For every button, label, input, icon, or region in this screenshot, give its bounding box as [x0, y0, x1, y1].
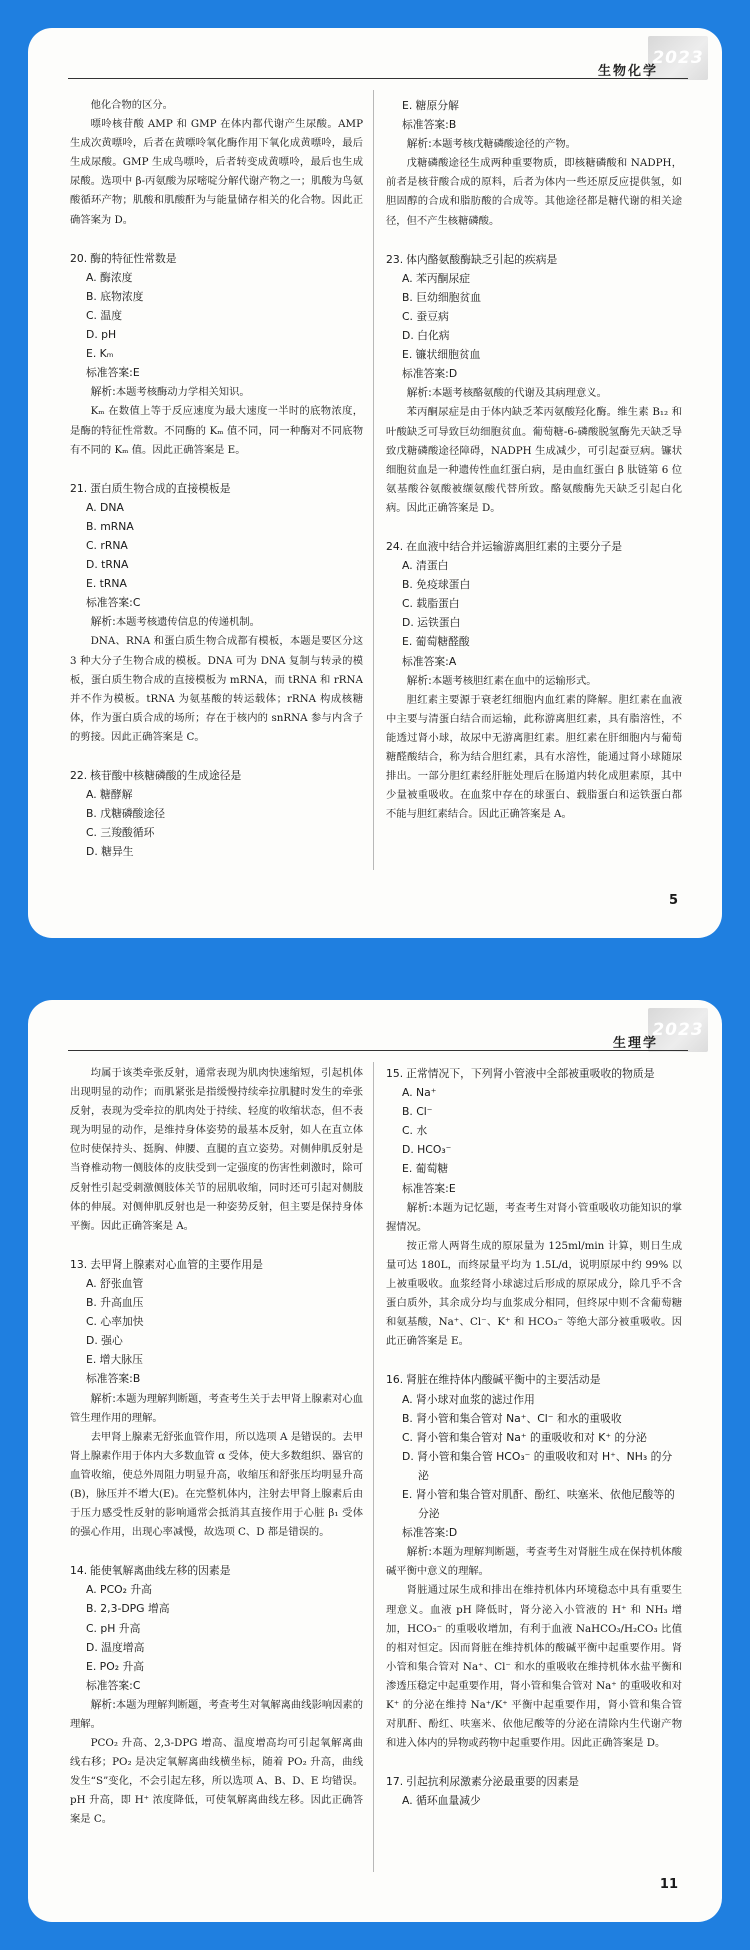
right-column — [386, 1064, 682, 1810]
answer-option: C. 三羧酸循环 — [86, 826, 155, 840]
answer-option: C. 水 — [402, 1124, 428, 1138]
answer-option: D. 肾小管和集合管 HCO₃⁻ 的重吸收和对 H⁺、NH₃ 的分泌 — [402, 1449, 673, 1482]
left-column — [70, 96, 363, 861]
analysis-paragraph: Kₘ 在数值上等于反应速度为最大速度一半时的底物浓度，是酶的特征性常数。不同酶的 Kₘ 值不同，同一种酶对不同底物有不同的 Kₘ 值。因此正确答案是 E。 — [70, 405, 363, 456]
answer-option: D. 强心 — [86, 1334, 123, 1348]
answer-option: A. 酶浓度 — [86, 270, 133, 284]
analysis-body: 本题为理解判断题，考查考生关于去甲肾上腺素对心血管生理作用的理解。 — [70, 1392, 364, 1424]
question-number: 13. — [70, 1257, 88, 1271]
question-stem: 在血液中结合并运输游离胆红素的主要分子是 — [406, 539, 623, 553]
analysis-text — [70, 1695, 363, 1734]
standard-answer: 标准答案:B — [402, 118, 457, 132]
analysis-label: 解析: — [406, 386, 432, 400]
header-rule — [68, 78, 688, 79]
answer-option: E. Kₘ — [86, 347, 114, 361]
analysis-text — [70, 612, 363, 632]
analysis-body: 本题考核戊糖磷酸途径的产物。 — [431, 138, 576, 151]
answer-option: D. pH — [86, 328, 117, 342]
answer-option: B. mRNA — [86, 519, 134, 533]
analysis-label: 解析: — [406, 673, 432, 687]
answer-option: B. 免疫球蛋白 — [402, 578, 471, 592]
analysis-body: 本题考核胆红素在血中的运输形式。 — [431, 674, 597, 687]
analysis-label: 解析: — [406, 1200, 433, 1214]
year-watermark: 2023 — [648, 36, 708, 80]
answer-option: C. 心率加快 — [86, 1315, 144, 1329]
continued-explanation: 他化合物的区分。 — [90, 99, 173, 111]
standard-answer: 标准答案:B — [86, 1372, 141, 1386]
answer-option: A. PCO₂ 升高 — [86, 1583, 152, 1597]
question-title — [70, 1561, 363, 1580]
left-column — [70, 1064, 363, 1830]
question-24 — [386, 537, 682, 824]
answer-option: B. 2,3-DPG 增高 — [86, 1602, 170, 1616]
question-stem: 去甲肾上腺素对心血管的主要作用是 — [90, 1257, 263, 1271]
question-17 — [386, 1772, 682, 1810]
standard-answer: 标准答案:C — [86, 596, 141, 610]
analysis-paragraph: 胆红素主要源于衰老红细胞内血红素的降解。胆红素在血液中主要与清蛋白结合而运输，此称游离胆红素，具有脂溶性，不能透过肾小球，故尿中无游离胆红素。胆红素在肝细胞内与葡萄糖醛酸结合，称为结合胆红素，具有水溶性，能通过肾小球随尿排出。一部分胆红素经肝脏处理后在肠道内转化成胆素原，其中少量被重吸收。在血浆中存在的球蛋白、载脂蛋白和运铁蛋白都不能与胆红素结合。因此正确答案是 A。 — [386, 693, 682, 821]
page-number: 5 — [668, 893, 678, 908]
page-number: 11 — [659, 1877, 678, 1892]
question-stem: 酶的特征性常数是 — [90, 251, 177, 265]
answer-option: C. 温度 — [86, 308, 122, 322]
analysis-paragraph: 肾脏通过尿生成和排出在维持机体内环境稳态中具有重要生理意义。血液 pH 降低时，肾分泌入小管液的 H⁺ 和 NH₃ 增加，HCO₃⁻ 的重吸收增加，有利于血液 NaHCO₃/H₂CO₃ 比值的相对恒定。因而肾脏在维持机体的酸碱平衡中起重要作用。肾小管和集合管对 Na⁺、Cl⁻ 和水的重吸收在维持机体水盐平衡和渗透压稳定中起重要作用，肾小管和集合管对 Na⁺ 的重吸收和对 K⁺ 的分泌在维持 Na⁺/K⁺ 平衡中起重要作用，肾小管和集合管对肌酐、酚红、呋塞米、依他尼酸等的分泌在清除内生代谢产物和进入体内的异物或药物中起重要作用。因此正确答案是 D。 — [386, 1584, 682, 1750]
answer-option: A. DNA — [86, 500, 124, 514]
answer-option: A. 舒张血管 — [86, 1276, 144, 1290]
continued-explanation: 嘌呤核苷酸 AMP 和 GMP 在体内都代谢产生尿酸。AMP 生成次黄嘌呤，后者在黄嘌呤氧化酶作用下氧化成黄嘌呤，最后生成尿酸。GMP 生成鸟嘌呤，后者转变成黄嘌呤，最后也生成尿酸。选项中 β-丙氨酸为尿嘧啶分解代谢产物之一；肌酸为鸟氨酸循环产物；肌酸和肌酸酐为与能量储存相关的化合物。因此正确答案为 D。 — [70, 118, 363, 226]
answer-option: E. 肾小管和集合管对肌酐、酚红、呋塞米、依他尼酸等的分泌 — [402, 1487, 675, 1521]
answer-option: D. 温度增高 — [86, 1640, 145, 1654]
answer-option: D. HCO₃⁻ — [402, 1143, 452, 1157]
standard-answer: 标准答案:E — [86, 366, 140, 380]
standard-answer: 标准答案:D — [402, 367, 458, 381]
answer-option: D. 白化病 — [402, 329, 450, 343]
question-number: 15. — [386, 1067, 404, 1080]
question-13 — [70, 1255, 363, 1542]
year-watermark: 2023 — [648, 1008, 708, 1052]
analysis-text — [386, 134, 682, 154]
answer-option: D. tRNA — [86, 558, 129, 572]
question-title — [70, 1255, 363, 1274]
answer-option: E. PO₂ 升高 — [86, 1659, 145, 1673]
question-stem: 能使氧解离曲线左移的因素是 — [90, 1564, 231, 1578]
page-header — [28, 28, 722, 90]
analysis-label: 解析: — [406, 137, 432, 151]
analysis-body: 本题为记忆题，考查考生对肾小管重吸收功能知识的掌握情况。 — [386, 1201, 682, 1233]
answer-option: E. 增大脉压 — [86, 1353, 143, 1367]
question-title — [70, 249, 363, 268]
analysis-label: 解析: — [90, 1697, 116, 1711]
analysis-text — [70, 1389, 363, 1428]
answer-option: B. 底物浓度 — [86, 289, 144, 303]
question-number: 14. — [70, 1564, 88, 1578]
analysis-label: 解析: — [406, 1545, 433, 1559]
question-number: 16. — [386, 1373, 404, 1387]
question-stem: 蛋白质生物合成的直接模板是 — [90, 481, 231, 495]
question-20 — [70, 249, 363, 460]
standard-answer: 标准答案:C — [86, 1678, 141, 1692]
answer-option: A. 苯丙酮尿症 — [402, 271, 471, 285]
analysis-label: 解析: — [90, 1391, 116, 1405]
analysis-body: 本题考核酪氨酸的代谢及其病理意义。 — [431, 387, 607, 400]
question-number: 21. — [70, 481, 88, 495]
question-stem: 肾脏在维持体内酸碱平衡中的主要活动是 — [406, 1373, 601, 1387]
standard-answer: 标准答案:D — [402, 1526, 458, 1540]
analysis-paragraph: 戊糖磷酸途径生成两种重要物质，即核糖磷酸和 NADPH，前者是核苷酸合成的原料，后者为体内一些还原反应提供氢，如胆固醇的合成和脂肪酸的合成等。其他途径都是糖代谢的相关途径，但不产生核糖磷酸。 — [386, 157, 682, 227]
analysis-label: 解析: — [90, 615, 116, 629]
question-title — [70, 766, 363, 785]
standard-answer: 标准答案:A — [402, 654, 457, 668]
answer-option: A. 循环血量减少 — [402, 1794, 481, 1808]
column-divider — [373, 90, 374, 870]
question-14 — [70, 1561, 363, 1829]
answer-option: E. 糖原分解 — [402, 99, 459, 112]
header-rule — [68, 1050, 688, 1051]
question-title — [386, 537, 682, 556]
question-22 — [70, 766, 363, 861]
answer-option: C. 蚕豆病 — [402, 309, 449, 323]
subject-title: 生物化学 — [597, 64, 658, 79]
subject-title: 生理学 — [612, 1036, 658, 1051]
column-divider — [373, 1062, 374, 1872]
analysis-paragraph: 苯丙酮尿症是由于体内缺乏苯丙氨酸羟化酶。维生素 B₁₂ 和叶酸缺乏可导致巨幼细胞贫血。葡萄糖-6-磷酸脱氢酶先天缺乏导致戊糖磷酸途径障碍，NADPH 生成减少，可引起蚕豆病。镰状细胞贫血是一种遗传性血红蛋白病，是由血红蛋白 β 肽链第 6 位氨基酸谷氨酸被缬氨酸代替所致。酪氨酸酶先天缺乏引起白化病。因此正确答案是 D。 — [386, 406, 682, 514]
right-column — [386, 96, 682, 824]
answer-option: C. 载脂蛋白 — [402, 597, 460, 611]
question-title — [386, 250, 682, 269]
standard-answer: 标准答案:E — [402, 1181, 456, 1195]
question-23 — [386, 250, 682, 518]
question-title — [386, 1772, 682, 1791]
answer-option: C. pH 升高 — [86, 1621, 141, 1635]
analysis-text — [386, 671, 682, 691]
answer-option: A. 清蛋白 — [402, 559, 449, 573]
analysis-text — [386, 1542, 682, 1581]
question-title — [70, 479, 363, 498]
answer-option: B. 升高血压 — [86, 1296, 144, 1310]
analysis-text — [70, 382, 363, 402]
answer-option: E. tRNA — [86, 577, 127, 591]
book-page-11 — [28, 1000, 722, 1922]
question-stem: 正常情况下，下列肾小管液中全部被重吸收的物质是 — [406, 1067, 655, 1080]
question-number: 20. — [70, 251, 88, 265]
question-stem: 体内酪氨酸酶缺乏引起的疾病是 — [406, 252, 558, 266]
answer-option: A. 肾小球对血浆的滤过作用 — [402, 1392, 535, 1406]
answer-option: D. 运铁蛋白 — [402, 616, 461, 630]
question-15 — [386, 1064, 682, 1351]
analysis-text — [386, 383, 682, 403]
question-number: 24. — [386, 539, 404, 553]
answer-option: C. rRNA — [86, 538, 128, 552]
analysis-text — [386, 1198, 682, 1237]
answer-option: B. 肾小管和集合管对 Na⁺、Cl⁻ 和水的重吸收 — [402, 1411, 622, 1425]
continued-explanation: 均属于该类牵张反射，通常表现为肌肉快速缩短，引起机体出现明显的动作；而肌紧张是指缓慢持续牵拉肌腱时发生的牵张反射，表现为受牵拉的肌肉处于持续、轻度的收缩状态，但不表现为明显的动作，是维持身体姿势的最基本反射，如人在直立体位时使保持头、挺胸、伸腰、直腿的直立姿势。对侧伸肌反射是当脊椎动物一侧肢体的皮肤受到一定强度的伤害性刺激时，除可反射性引起受刺激侧肢体关节的屈肌收缩，同时还可引起对侧肢体的伸展。对侧伸肌反射也是一种姿势反射，但主要是保持身体平衡。因此正确答案是 A。 — [70, 1067, 363, 1232]
analysis-body: 本题为理解判断题，考查考生对氧解离曲线影响因素的理解。 — [70, 1698, 364, 1730]
answer-option: E. 葡萄糖醛酸 — [402, 635, 470, 649]
answer-option: A. 糖酵解 — [86, 788, 133, 802]
question-title — [386, 1370, 682, 1389]
question-stem: 引起抗利尿激素分泌最重要的因素是 — [406, 1775, 579, 1789]
analysis-body: 本题考核酶动力学相关知识。 — [115, 386, 250, 399]
analysis-paragraph: 按正常人两肾生成的原尿量为 125ml/min 计算，则日生成量可达 180L，而终尿量平均为 1.5L/d，说明原尿中约 99% 以上被重吸收。血浆经肾小球滤过后形成的原尿成分，除几乎不含蛋白质外，其余成分均与血浆成分相同，但终尿中则不含葡萄糖和氨基酸，Na⁺、Cl⁻、K⁺ 和 HCO₃⁻ 等绝大部分被重吸收。因此正确答案是 E。 — [386, 1239, 682, 1348]
answer-option: B. 巨幼细胞贫血 — [402, 290, 482, 304]
analysis-label: 解析: — [90, 385, 116, 399]
answer-option: C. 肾小管和集合管对 Na⁺ 的重吸收和对 K⁺ 的分泌 — [402, 1430, 647, 1444]
analysis-paragraph: 去甲肾上腺素无舒张血管作用，所以选项 A 是错误的。去甲肾上腺素作用于体内大多数血管 α 受体，使大多数组织、器官的血管收缩，使总外周阻力明显升高，收缩压和舒张压均明显升高(B)，脉压并不增大(E)。在完整机体内，注射去甲肾上腺素后由于压力感受性反射的影响通常会抵消其直接作用于心脏 β₁ 受体的强心作用，出现心率减慢，故选项 C、D 都是错误的。 — [70, 1430, 363, 1539]
analysis-paragraph: PCO₂ 升高、2,3-DPG 增高、温度增高均可引起氧解离曲线右移；PO₂ 是决定氧解离曲线横坐标，随着 PO₂ 升高，曲线发生“S”变化，不会引起左移，所以选项 A、B、D、E 均错误。pH 升高，即 H⁺ 浓度降低，可使氧解离曲线左移。因此正确答案是 C。 — [70, 1737, 363, 1826]
question-number: 17. — [386, 1775, 404, 1789]
analysis-body: 本题考核遗传信息的传递机制。 — [115, 616, 260, 629]
analysis-body: 本题为理解判断题，考查考生对肾脏生成在保持机体酸碱平衡中意义的理解。 — [386, 1546, 682, 1578]
analysis-paragraph: DNA、RNA 和蛋白质生物合成都有模板，本题是要区分这 3 种大分子生物合成的模板。DNA 可为 DNA 复制与转录的模板，蛋白质生物合成的直接模板为 mRNA，而 tRNA 和 rRNA 并不作为模板。tRNA 为氨基酸的转运载体；rRNA 构成核糖体，作为蛋白质合成的场所；存在于核内的 snRNA 参与内含子的剪接。因此正确答案是 C。 — [70, 635, 363, 743]
answer-option: B. 戊糖磷酸途径 — [86, 807, 166, 821]
answer-option: D. 糖异生 — [86, 845, 134, 859]
question-number: 23. — [386, 252, 404, 266]
page-header — [28, 1000, 722, 1062]
question-number: 22. — [70, 769, 88, 782]
answer-option: E. 镰状细胞贫血 — [402, 348, 481, 362]
question-21 — [70, 479, 363, 747]
question-stem: 核苷酸中核糖磷酸的生成途径是 — [90, 769, 242, 782]
answer-option: E. 葡萄糖 — [402, 1162, 449, 1176]
book-page-5 — [28, 28, 722, 938]
question-16 — [386, 1370, 682, 1753]
answer-option: B. Cl⁻ — [402, 1105, 433, 1119]
answer-option: A. Na⁺ — [402, 1086, 437, 1100]
question-title — [386, 1064, 682, 1083]
